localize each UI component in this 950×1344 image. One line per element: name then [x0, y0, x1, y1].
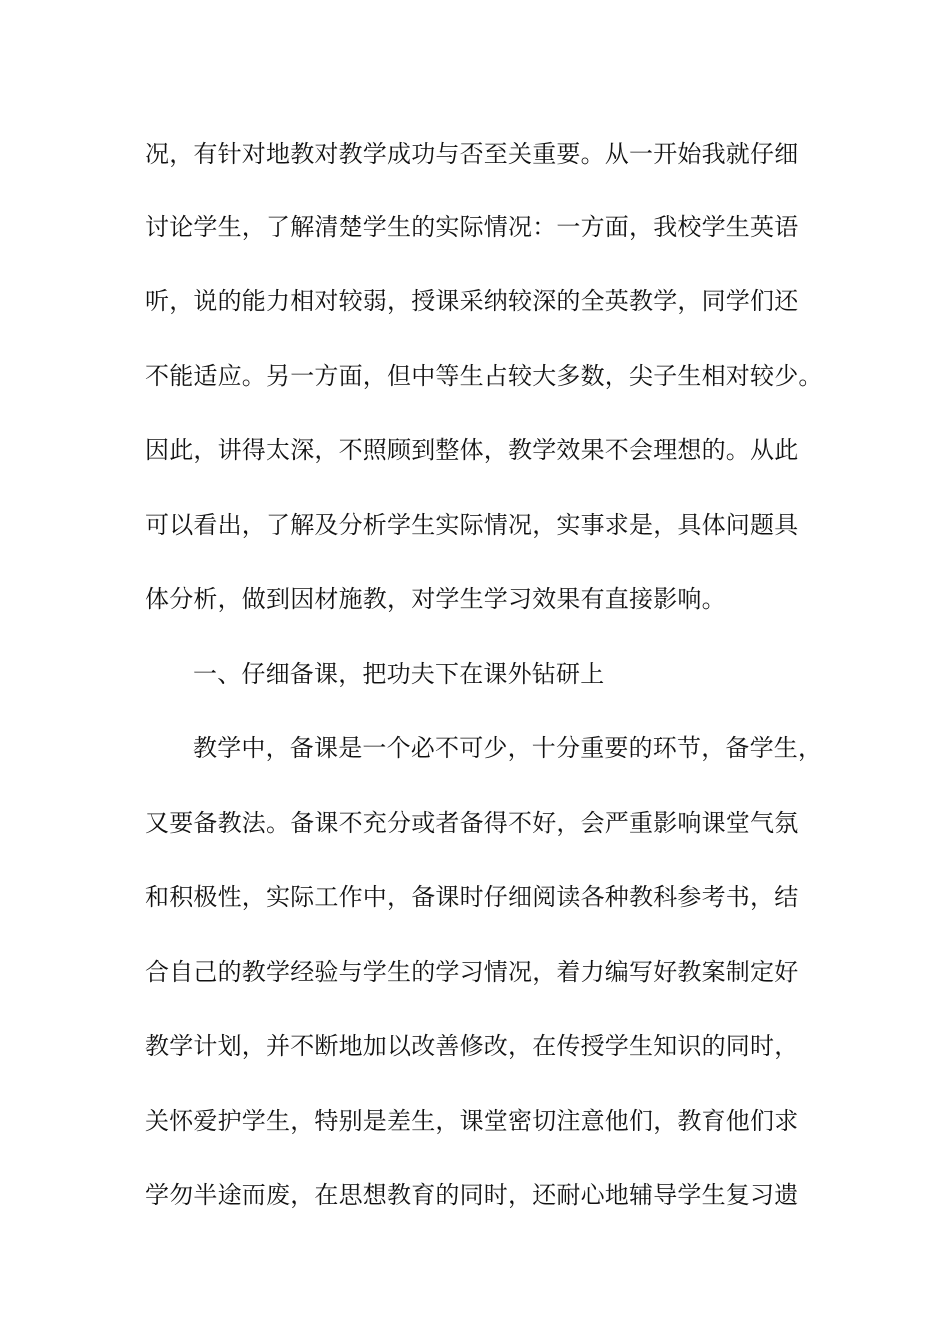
text-line: 关怀爱护学生，特别是差生，课堂密切注意他们，教育他们求	[145, 1107, 799, 1135]
text-line: 又要备教法。备课不充分或者备得不好，会严重影响课堂气氛	[145, 809, 799, 837]
text-line: 和积极性，实际工作中，备课时仔细阅读各种教科参考书，结	[145, 883, 799, 911]
text-line: 教学中，备课是一个必不可少，十分重要的环节，备学生，	[193, 734, 823, 762]
text-line: 学勿半途而废，在思想教育的同时，还耐心地辅导学生复习遗	[145, 1181, 799, 1209]
text-line: 可以看出，了解及分析学生实际情况，实事求是，具体问题具	[145, 511, 799, 539]
text-line: 教学计划，并不断地加以改善修改，在传授学生知识的同时，	[145, 1032, 799, 1060]
text-line: 况，有针对地教对教学成功与否至关重要。从一开始我就仔细	[145, 140, 799, 168]
text-line: 因此，讲得太深，不照顾到整体，教学效果不会理想的。从此	[145, 436, 799, 464]
text-line: 体分析，做到因材施教，对学生学习效果有直接影响。	[145, 585, 726, 613]
text-line: 合自己的教学经验与学生的学习情况，着力编写好教案制定好	[145, 958, 799, 986]
text-line: 不能适应。另一方面，但中等生占较大多数，尖子生相对较少。	[145, 362, 823, 390]
text-line: 讨论学生，了解清楚学生的实际情况：一方面，我校学生英语	[145, 213, 799, 241]
text-line: 听，说的能力相对较弱，授课采纳较深的全英教学，同学们还	[145, 287, 799, 315]
section-heading: 一、仔细备课，把功夫下在课外钻研上	[193, 660, 605, 688]
